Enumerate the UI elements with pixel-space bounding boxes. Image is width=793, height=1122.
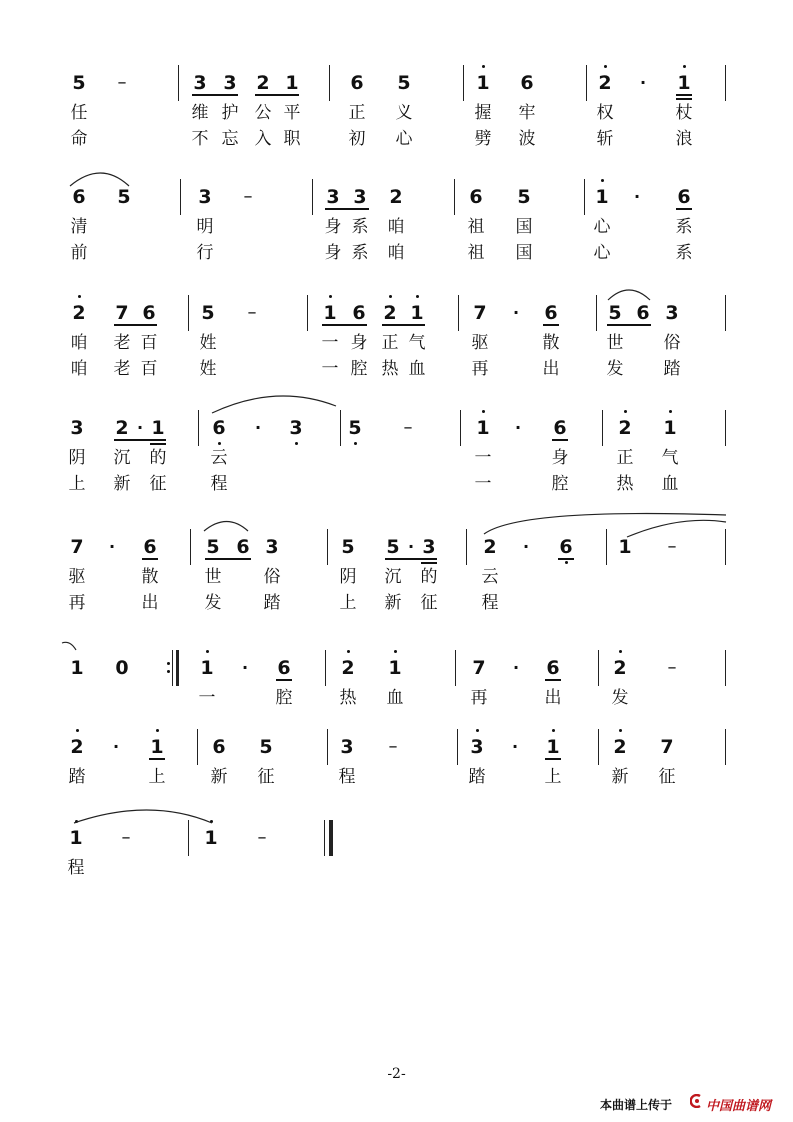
lyric-char: 的 — [149, 448, 167, 468]
augmentation-dot: · — [241, 658, 249, 677]
lyric-char: 老 — [113, 333, 131, 353]
note: 5 — [206, 536, 220, 558]
lyric-char: 散 — [542, 333, 560, 353]
note: 1 — [677, 72, 691, 94]
lyric-char: 一 — [321, 333, 339, 353]
note: 3 — [265, 536, 279, 558]
dash-extend: – — [403, 417, 413, 438]
lyric-char: 斩 — [596, 129, 614, 149]
note: 2 — [618, 417, 632, 439]
lyric-char: 国 — [515, 243, 533, 263]
note: 1 — [546, 736, 560, 758]
dash-extend: – — [388, 736, 398, 757]
lyric-char: 系 — [675, 243, 693, 263]
note: 1 — [595, 186, 609, 208]
note: 3 — [223, 72, 237, 94]
note: 6 — [469, 186, 483, 208]
note: 5 — [72, 72, 86, 94]
lyric-char: 驱 — [471, 333, 489, 353]
lyric-char: 姓 — [199, 333, 217, 353]
lyric-char: 国 — [515, 217, 533, 237]
slur-curve — [484, 514, 726, 534]
note: 3 — [326, 186, 340, 208]
lyric-char: 系 — [351, 243, 369, 263]
lyric-char: 踏 — [468, 767, 486, 787]
lyric-char: 再 — [68, 593, 86, 613]
note: 6 — [520, 72, 534, 94]
lyric-char: 上 — [339, 593, 357, 613]
note: 2 — [70, 736, 84, 758]
note: 3 — [665, 302, 679, 324]
lyric-char: 发 — [204, 593, 222, 613]
lyric-char: 老 — [113, 359, 131, 379]
lyric-char: 血 — [408, 359, 426, 379]
note: 6 — [553, 417, 567, 439]
lyric-char: 上 — [148, 767, 166, 787]
note: 3 — [70, 417, 84, 439]
lyric-char: 行 — [196, 243, 214, 263]
lyric-char: 程 — [67, 858, 85, 878]
note: 2 — [483, 536, 497, 558]
note: 3 — [422, 536, 436, 558]
lyric-char: 牢 — [518, 103, 536, 123]
lyric-char: 咱 — [70, 359, 88, 379]
note: 2 — [389, 186, 403, 208]
lyric-char: 俗 — [663, 333, 681, 353]
slur-curve — [74, 810, 212, 823]
lyric-char: 血 — [386, 688, 404, 708]
note: 3 — [340, 736, 354, 758]
lyric-char: 程 — [210, 474, 228, 494]
lyric-char: 一 — [474, 448, 492, 468]
note: 3 — [470, 736, 484, 758]
lyric-char: 散 — [141, 567, 159, 587]
slur-curve — [70, 173, 129, 186]
dash-extend: – — [247, 302, 257, 323]
note: 1 — [204, 827, 218, 849]
lyric-char: 身 — [324, 243, 342, 263]
note: 6 — [277, 657, 291, 679]
page-number: -2- — [387, 1066, 406, 1082]
lyric-char: 腔 — [275, 688, 293, 708]
lyric-char: 波 — [518, 129, 536, 149]
note: 6 — [143, 536, 157, 558]
lyric-char: 世 — [204, 567, 222, 587]
augmentation-dot: · — [407, 537, 415, 556]
lyric-char: 气 — [408, 333, 426, 353]
note: 5 — [117, 186, 131, 208]
lyric-char: 祖 — [467, 217, 485, 237]
note: 1 — [70, 657, 84, 679]
note: 5 — [608, 302, 622, 324]
note: 7 — [473, 302, 487, 324]
note: 1 — [150, 736, 164, 758]
lyric-char: 明 — [196, 217, 214, 237]
lyric-char: 祖 — [467, 243, 485, 263]
augmentation-dot: · — [522, 537, 530, 556]
note: 1 — [618, 536, 632, 558]
lyric-char: 新 — [210, 767, 228, 787]
lyric-char: 沉 — [113, 448, 131, 468]
slur-curve — [62, 642, 76, 650]
lyric-char: 阴 — [339, 567, 357, 587]
lyric-char: 百 — [140, 359, 158, 379]
note: 5 — [348, 417, 362, 439]
note: 6 — [212, 736, 226, 758]
site-name: 中国曲谱网 — [706, 1099, 772, 1114]
lyric-char: 劈 — [474, 129, 492, 149]
note: 2 — [115, 417, 129, 439]
note: 1 — [476, 417, 490, 439]
note: 7 — [70, 536, 84, 558]
lyric-char: 出 — [141, 593, 159, 613]
note: 1 — [69, 827, 83, 849]
note: 5 — [341, 536, 355, 558]
lyric-char: 心 — [593, 217, 611, 237]
augmentation-dot: · — [633, 187, 641, 206]
lyric-char: 踏 — [663, 359, 681, 379]
lyric-char: 一 — [474, 474, 492, 494]
lyric-char: 忘 — [221, 129, 239, 149]
site-logo-icon — [690, 1094, 704, 1108]
lyric-char: 一 — [321, 359, 339, 379]
lyric-char: 护 — [221, 103, 239, 123]
lyric-char: 发 — [606, 359, 624, 379]
note: 6 — [72, 186, 86, 208]
note: 1 — [410, 302, 424, 324]
note: 1 — [663, 417, 677, 439]
augmentation-dot: · — [136, 418, 144, 437]
note: 6 — [352, 302, 366, 324]
augmentation-dot: · — [639, 73, 647, 92]
augmentation-dot: · — [514, 418, 522, 437]
note: 2 — [72, 302, 86, 324]
note: 6 — [212, 417, 226, 439]
lyric-char: 正 — [616, 448, 634, 468]
lyric-char: 前 — [70, 243, 88, 263]
note: 5 — [259, 736, 273, 758]
lyric-char: 热 — [381, 359, 399, 379]
lyric-char: 心 — [395, 129, 413, 149]
lyric-char: 正 — [348, 103, 366, 123]
augmentation-dot: · — [108, 537, 116, 556]
note: 2 — [256, 72, 270, 94]
note: 6 — [350, 72, 364, 94]
lyric-char: 一 — [198, 688, 216, 708]
note: 2 — [613, 657, 627, 679]
note: 6 — [544, 302, 558, 324]
note: 1 — [476, 72, 490, 94]
lyric-char: 世 — [606, 333, 624, 353]
note: 6 — [636, 302, 650, 324]
lyric-char: 杖 — [675, 103, 693, 123]
lyric-char: 踏 — [68, 767, 86, 787]
lyric-char: 程 — [338, 767, 356, 787]
lyric-char: 百 — [140, 333, 158, 353]
lyric-char: 咱 — [387, 217, 405, 237]
lyric-char: 不 — [191, 129, 209, 149]
lyric-char: 热 — [616, 474, 634, 494]
note: 1 — [151, 417, 165, 439]
lyric-char: 再 — [471, 359, 489, 379]
lyric-char: 义 — [395, 103, 413, 123]
dash-extend: – — [117, 72, 127, 93]
note: 2 — [598, 72, 612, 94]
augmentation-dot: · — [254, 418, 262, 437]
lyric-char: 出 — [544, 688, 562, 708]
note: 5 — [517, 186, 531, 208]
lyric-char: 身 — [551, 448, 569, 468]
lyric-char: 维 — [191, 103, 209, 123]
lyric-char: 系 — [675, 217, 693, 237]
note: 5 — [397, 72, 411, 94]
lyric-char: 平 — [283, 103, 301, 123]
augmentation-dot: · — [512, 303, 520, 322]
note: 3 — [289, 417, 303, 439]
dash-extend: – — [121, 827, 131, 848]
note: 1 — [285, 72, 299, 94]
lyric-char: 驱 — [68, 567, 86, 587]
lyric-char: 命 — [70, 129, 88, 149]
lyric-char: 姓 — [199, 359, 217, 379]
lyric-char: 身 — [324, 217, 342, 237]
lyric-char: 云 — [481, 567, 499, 587]
lyric-char: 初 — [348, 129, 366, 149]
lyric-char: 程 — [481, 593, 499, 613]
note: 5 — [386, 536, 400, 558]
lyric-char: 职 — [283, 129, 301, 149]
note: 7 — [115, 302, 129, 324]
dash-extend: – — [243, 186, 253, 207]
augmentation-dot: · — [511, 737, 519, 756]
note: 1 — [200, 657, 214, 679]
lyric-char: 入 — [254, 129, 272, 149]
lyric-char: 上 — [68, 474, 86, 494]
dash-extend: – — [667, 536, 677, 557]
note: 6 — [236, 536, 250, 558]
note: 3 — [198, 186, 212, 208]
upload-credit: 本曲谱上传于 — [600, 1098, 673, 1112]
slur-curve — [204, 522, 248, 532]
lyric-char: 新 — [113, 474, 131, 494]
note: 2 — [383, 302, 397, 324]
lyric-char: 血 — [661, 474, 679, 494]
lyric-char: 权 — [596, 103, 614, 123]
lyric-char: 清 — [70, 217, 88, 237]
lyric-char: 咱 — [387, 243, 405, 263]
lyric-char: 公 — [254, 103, 272, 123]
lyric-char: 的 — [420, 567, 438, 587]
note: 5 — [201, 302, 215, 324]
slur-curve — [627, 520, 726, 537]
lyric-char: 征 — [257, 767, 275, 787]
note: 0 — [115, 657, 129, 679]
lyric-char: 发 — [611, 688, 629, 708]
lyric-char: 热 — [339, 688, 357, 708]
lyric-char: 阴 — [68, 448, 86, 468]
note: 7 — [472, 657, 486, 679]
note: 2 — [613, 736, 627, 758]
lyric-char: 踏 — [263, 593, 281, 613]
dash-extend: – — [667, 657, 677, 678]
lyric-char: 正 — [381, 333, 399, 353]
lyric-char: 系 — [351, 217, 369, 237]
lyric-char: 出 — [542, 359, 560, 379]
lyric-char: 征 — [149, 474, 167, 494]
lyric-char: 气 — [661, 448, 679, 468]
augmentation-dot: · — [512, 658, 520, 677]
lyric-char: 腔 — [551, 474, 569, 494]
note: 7 — [660, 736, 674, 758]
note: 6 — [142, 302, 156, 324]
lyric-char: 任 — [70, 103, 88, 123]
lyric-char: 腔 — [350, 359, 368, 379]
note: 6 — [677, 186, 691, 208]
note: 1 — [388, 657, 402, 679]
note: 6 — [559, 536, 573, 558]
note: 3 — [193, 72, 207, 94]
lyric-char: 新 — [611, 767, 629, 787]
lyric-char: 身 — [350, 333, 368, 353]
lyric-char: 心 — [593, 243, 611, 263]
lyric-char: 握 — [474, 103, 492, 123]
note: 2 — [341, 657, 355, 679]
lyric-char: 上 — [544, 767, 562, 787]
slur-curve — [608, 290, 650, 300]
lyric-char: 新 — [384, 593, 402, 613]
augmentation-dot: · — [112, 737, 120, 756]
lyric-char: 征 — [420, 593, 438, 613]
lyric-char: 再 — [470, 688, 488, 708]
note: 1 — [323, 302, 337, 324]
lyric-char: 浪 — [675, 129, 693, 149]
lyric-char: 沉 — [384, 567, 402, 587]
lyric-char: 俗 — [263, 567, 281, 587]
lyric-char: 征 — [658, 767, 676, 787]
lyric-char: 咱 — [70, 333, 88, 353]
lyric-char: 云 — [210, 448, 228, 468]
note: 3 — [353, 186, 367, 208]
slur-curve — [212, 396, 336, 413]
note: 6 — [546, 657, 560, 679]
dash-extend: – — [257, 827, 267, 848]
